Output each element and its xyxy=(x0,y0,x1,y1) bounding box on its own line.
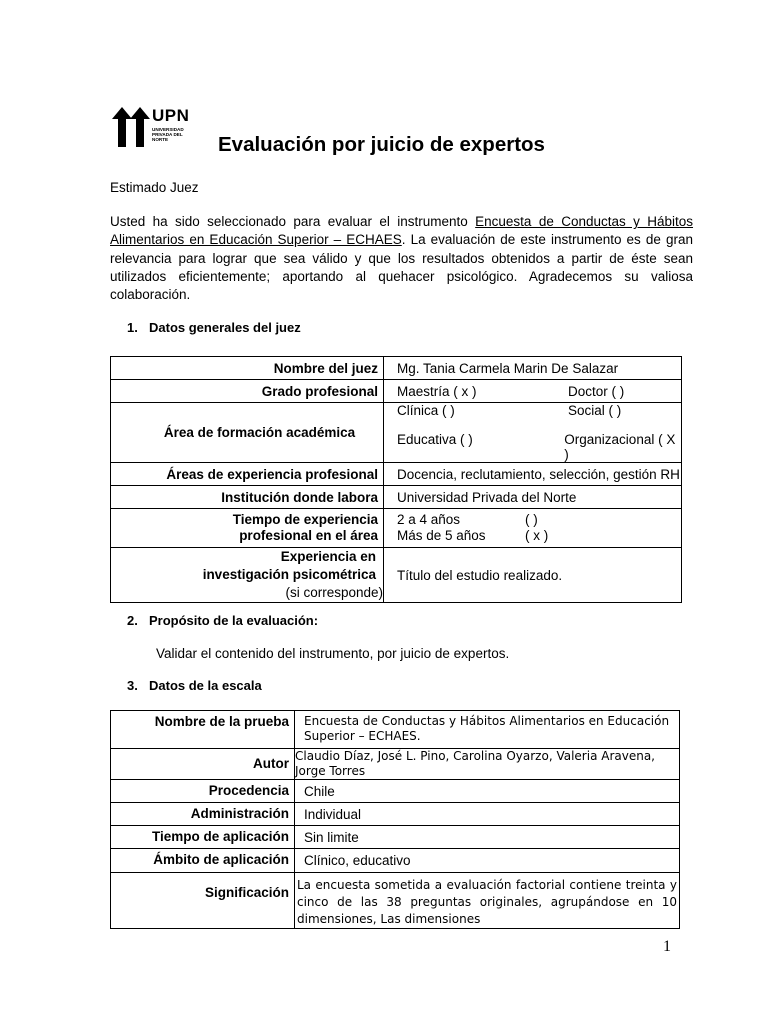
intro-paragraph xyxy=(110,213,693,304)
research-label-line3: (si corresponde) xyxy=(285,585,383,600)
section-2-title: Propósito de la evaluación: xyxy=(149,613,319,628)
application-time-label: Tiempo de aplicación xyxy=(111,826,295,849)
degree-options xyxy=(384,380,682,403)
judge-name-label: Nombre del juez xyxy=(111,357,384,380)
origin-label: Procedencia xyxy=(111,780,295,803)
scale-data-table xyxy=(110,710,680,929)
area-label: Área de formación académica xyxy=(111,403,384,463)
intro-before: Usted ha sido seleccionado para evaluar el instrumento xyxy=(110,214,476,229)
logo-subtitle: UNIVERSIDAD PRIVADA DEL NORTE xyxy=(152,127,184,143)
table-row xyxy=(111,780,680,803)
time-2-4-mark: ( ) xyxy=(525,512,538,527)
application-time-value: Sin limite xyxy=(295,826,680,849)
section-1-title: Datos generales del juez xyxy=(149,320,301,335)
salutation: Estimado Juez xyxy=(110,180,199,195)
degree-label: Grado profesional xyxy=(111,380,384,403)
section-2-number: 2. xyxy=(127,613,138,628)
application-scope-value: Clínico, educativo xyxy=(295,849,680,873)
table-row xyxy=(111,357,682,380)
table-row xyxy=(111,803,680,826)
institution-label: Institución donde labora xyxy=(111,486,384,509)
section-3-heading xyxy=(127,678,262,693)
research-label-line2: investigación psicométrica xyxy=(202,567,376,582)
time-over-5-mark: ( x ) xyxy=(525,528,549,543)
section-3-title: Datos de la escala xyxy=(149,678,262,693)
meaning-label: Significación xyxy=(111,873,295,929)
page-title: Evaluación por juicio de expertos xyxy=(218,133,545,156)
time-2-4-years: 2 a 4 años xyxy=(397,512,461,527)
meaning-value: La encuesta sometida a evaluación factorial contiene treinta y cinco de las 38 preguntas originales, agrupándose en 10 dimensiones, Las dimensiones xyxy=(295,873,680,929)
table-row xyxy=(111,380,682,403)
author-value: Claudio Díaz, José L. Pino, Carolina Oyarzo, Valeria Aravena, Jorge Torres xyxy=(295,749,680,780)
time-over-5-years: Más de 5 años xyxy=(397,528,486,543)
intro-after: . La evaluación de este instrumento es de gran relevancia para lograr que sea válido y que los resultados obtenidos a partir de éste sean utilizados eficientemente; aportando al quehacer psicológico. Agradecemos su valiosa colaboración. xyxy=(110,232,693,303)
area-social: Social ( ) xyxy=(568,403,622,418)
test-name-value: Encuesta de Conductas y Hábitos Alimentarios en Educación Superior – ECHAES. xyxy=(295,711,680,749)
experience-areas-value: Docencia, reclutamiento, selección, gestión RH xyxy=(384,463,682,486)
administration-label: Administración xyxy=(111,803,295,826)
table-row xyxy=(111,849,680,873)
table-row xyxy=(111,749,680,780)
experience-time-label xyxy=(111,509,384,548)
research-value: Título del estudio realizado. xyxy=(384,548,682,603)
area-educational: Educativa ( ) xyxy=(397,432,473,447)
table-row xyxy=(111,463,682,486)
section-2-heading xyxy=(127,613,318,628)
section-3-number: 3. xyxy=(127,678,138,693)
table-row xyxy=(111,873,680,929)
institution-value: Universidad Privada del Norte xyxy=(384,486,682,509)
administration-value: Individual xyxy=(295,803,680,826)
section-1-number: 1. xyxy=(127,320,138,335)
area-options xyxy=(384,403,682,463)
logo-brand: UPN xyxy=(152,106,190,125)
research-label-line1: Experiencia en xyxy=(280,549,376,564)
table-row xyxy=(111,826,680,849)
experience-time-options xyxy=(384,509,682,548)
purpose-text: Validar el contenido del instrumento, por juicio de expertos. xyxy=(156,646,510,661)
test-name-label: Nombre de la prueba xyxy=(111,711,295,749)
table-row xyxy=(111,711,680,749)
degree-doctor: Doctor ( ) xyxy=(568,383,625,399)
page-number: 1 xyxy=(663,938,671,955)
table-row xyxy=(111,486,682,509)
author-label: Autor xyxy=(111,749,295,780)
section-1-heading xyxy=(127,320,301,335)
origin-value: Chile xyxy=(295,780,680,803)
table-row xyxy=(111,403,682,463)
area-clinical: Clínica ( ) xyxy=(397,403,455,418)
experience-time-label-line2: profesional en el área xyxy=(239,528,378,543)
judge-name-value: Mg. Tania Carmela Marin De Salazar xyxy=(384,357,682,380)
degree-masters: Maestría ( x ) xyxy=(397,383,477,399)
table-row xyxy=(111,509,682,548)
application-scope-label: Ámbito de aplicación xyxy=(111,849,295,873)
experience-time-label-line1: Tiempo de experiencia xyxy=(232,512,378,527)
area-organizational: Organizacional ( X ) xyxy=(564,432,676,462)
judge-data-table xyxy=(110,356,682,603)
research-label xyxy=(111,548,384,603)
experience-areas-label: Áreas de experiencia profesional xyxy=(111,463,384,486)
table-row xyxy=(111,548,682,603)
instrument-name: Encuesta de Conductas y Hábitos Alimentarios en Educación Superior – ECHAES xyxy=(110,214,694,248)
